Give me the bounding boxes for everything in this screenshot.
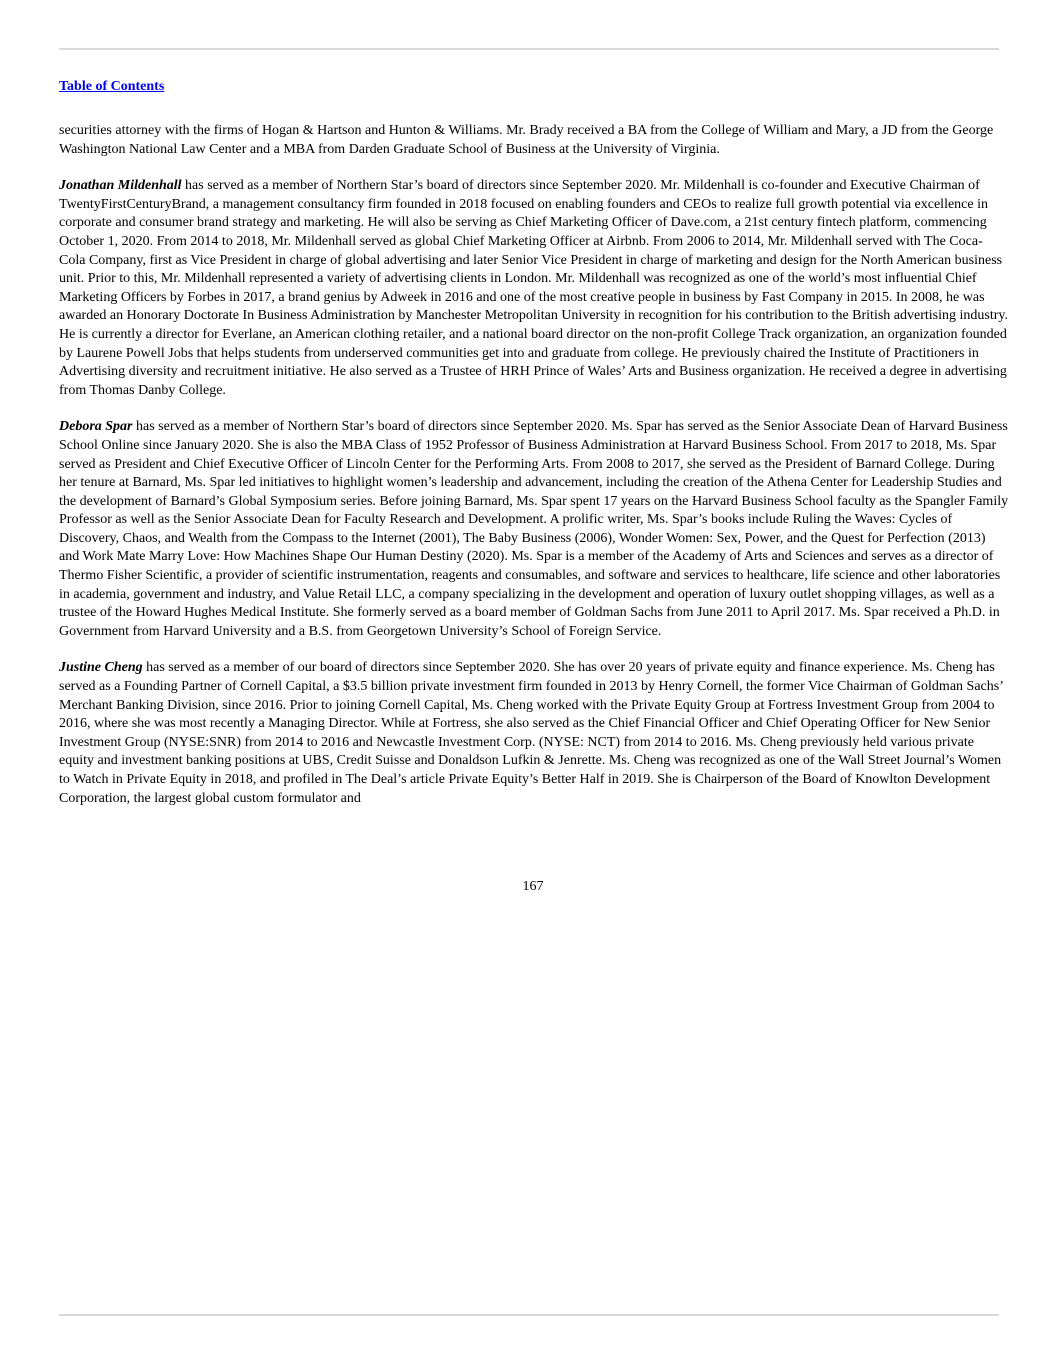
paragraph-brady-continued [59,122,1009,159]
table-of-contents-link[interactable]: Table of Contents [59,79,165,94]
director-name: Jonathan Mildenhall [59,178,182,194]
top-divider [59,48,999,50]
page-number: 167 [522,879,544,894]
paragraph-text: has served as a member of our board of directors since September 2020. She has over 20 years of private equity and finance experience. Ms. Cheng has served as a Founding Partner of Cornell Capital, a $3.5 billion private investment firm founded in 2013 by Henry Cornell, the former Vice Chairman of Goldman Sachs’ Merchant Banking Division, since 2016. Prior to joining Cornell Capital, Ms. Cheng worked with the Private Equity Group at Fortress Investment Group from 2004 to 2016, where she was most recently a Managing Director. While at Fortress, she also served as the Chief Financial Officer and Chief Operating Officer for New Senior Investment Group (NYSE:SNR) from 2014 to 2016 and Newcastle Investment Corp. (NYSE: NCT) from 2014 to 2016. Ms. Cheng previously held various private equity and investment banking positions at UBS, Credit Suisse and Donaldson Lufkin & Jenrette. Ms. Cheng was recognized as one of the Wall Street Journal’s Women to Watch in Private Equity in 2018, and profiled in The Deal’s article Private Equity’s Better Half in 2019. She is Chairperson of the Board of Knowlton Development Corporation, the largest global custom formulator and [59,660,1003,806]
paragraph-text: has served as a member of Northern Star’s board of directors since September 2020. Mr. Mildenhall is co-founder and Executive Chairman of TwentyFirstCenturyBrand, a management consultancy firm founded in 2018 focused on enabling founders and CEOs to realize full growth potential via excellence in corporate and consumer brand strategy and marketing. He will also be serving as Chief Marketing Officer of Dave.com, a 21st century fintech platform, commencing October 1, 2020. From 2014 to 2018, Mr. Mildenhall served as global Chief Marketing Officer at Airbnb. From 2006 to 2014, Mr. Mildenhall served with The Coca-Cola Company, first as Vice President in charge of global advertising and later Senior Vice President in charge of marketing and design for the North American business unit. Prior to this, Mr. Mildenhall represented a variety of advertising clients in London. Mr. Mildenhall was recognized as one of the world’s most influential Chief Marketing Officers by Forbes in 2017, a brand genius by Adweek in 2016 and one of the most creative people in business by Fast Company in 2015. In 2008, he was awarded an Honorary Doctorate In Business Administration by Manchester Metropolitan University in recognition for his contribution to the British advertising industry. He is currently a director for Everlane, an American clothing retailer, and a national board director on the non-profit College Track organization, an organization founded by Laurene Powell Jobs that helps students from underserved communities get into and graduate from college. He previously chaired the Institute of Practitioners in Advertising diversity and recruitment initiative. He also served as a Trustee of HRH Prince of Wales’ Arts and Business organization. He received a degree in advertising from Thomas Danby College. [59,178,1008,398]
paragraph-cheng [59,659,1009,808]
paragraph-mildenhall [59,177,1009,400]
document-body [59,122,1009,826]
paragraph-spar [59,418,1009,641]
paragraph-text: has served as a member of Northern Star’s board of directors since September 2020. Ms. Spar has served as the Senior Associate Dean of Harvard Business School Online since January 2020. She is also the MBA Class of 1952 Professor of Business Administration at Harvard Business School. From 2017 to 2018, Ms. Spar served as President and Chief Executive Officer of Lincoln Center for the Performing Arts. From 2008 to 2017, she served as the President of Barnard College. During her tenure at Barnard, Ms. Spar led initiatives to highlight women’s leadership and advancement, including the creation of the Athena Center for Leadership Studies and the development of Barnard’s Global Symposium series. Before joining Barnard, Ms. Spar spent 17 years on the Harvard Business School faculty as the Spangler Family Professor as well as the Senior Associate Dean for Faculty Research and Development. A prolific writer, Ms. Spar’s books include Ruling the Waves: Cycles of Discovery, Chaos, and Wealth from the Compass to the Internet (2001), The Baby Business (2006), Wonder Women: Sex, Power, and the Quest for Perfection (2013) and Work Mate Marry Love: How Machines Shape Our Human Destiny (2020). Ms. Spar is a member of the Academy of Arts and Sciences and serves as a director of Thermo Fisher Scientific, a provider of scientific instrumentation, reagents and consumables, and software and services to healthcare, life science and other laboratories in academia, government and industry, and Value Retail LLC, a company specializing in the development and operation of luxury outlet shopping villages, as well as a trustee of the Howard Hughes Medical Institute. She formerly served as a board member of Goldman Sachs from June 2011 to April 2017. Ms. Spar received a Ph.D. in Government from Harvard University and a B.S. from Georgetown University’s School of Foreign Service. [59,419,1009,639]
director-name: Debora Spar [59,419,133,435]
paragraph-text: securities attorney with the firms of Hogan & Hartson and Hunton & Williams. Mr. Brady received a BA from the College of William and Mary, a JD from the George Washington National Law Center and a MBA from Darden Graduate School of Business at the University of Virginia. [59,123,994,157]
bottom-divider [59,1314,999,1316]
director-name: Justine Cheng [59,660,143,676]
